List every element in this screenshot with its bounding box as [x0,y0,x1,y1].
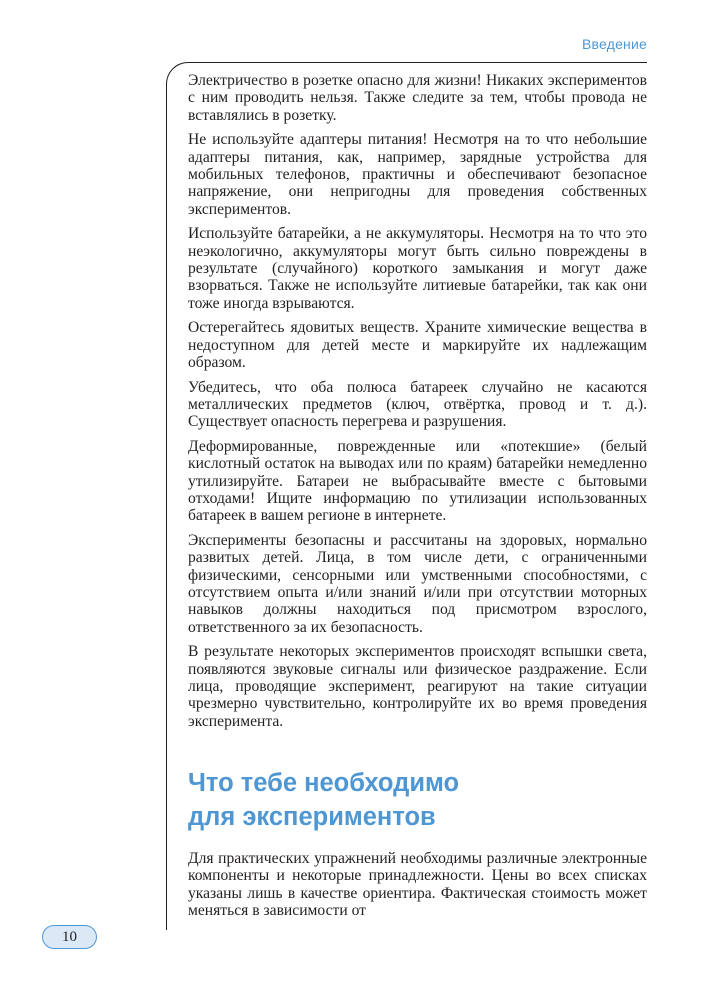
section-heading [188,766,647,834]
section-intro-paragraph: Для практических упражнений необходимы различные электронные компоненты и некоторые принадлежности. Цены во всех списках указаны лишь в качестве ориентира. Фактическая стоимость может меняться в зависимости от [188,850,647,920]
paragraph: Электричество в розетке опасно для жизни! Никаких экспериментов с ним проводить нельзя. Также следите за тем, чтобы провода не вставлялись в розетку. [188,72,647,124]
page-number-badge: 10 [42,925,97,949]
paragraph: Остерегайтесь ядовитых веществ. Храните химические вещества в недоступном для детей месте и маркируйте их надлежащим образом. [188,319,647,372]
paragraph: Эксперименты безопасны и рассчитаны на здоровых, нормально развитых детей. Лица, в том числе дети, с ограниченными физическими, сенсорными или умственными способностями, с отсутствием опыта и/или знаний и/или при отсутствии моторных навыков должны находиться под присмотром взрослого, ответственного за их безопасность. [188,531,647,636]
paragraph: В результате некоторых экспериментов происходят вспышки света, появляются звуковые сигналы или физическое раздражение. Если лица, проводящие эксперимент, реагируют на такие ситуации чрезмерно чувствительно, контролируйте их во время проведения эксперимента. [188,643,647,730]
paragraph: Используйте батарейки, а не аккумуляторы. Несмотря на то что это неэкологично, аккумуляторы могут быть сильно повреждены в результате (случайного) короткого замыкания и могут даже взорваться. Также не используйте литиевые батарейки, так как они тоже иногда взрываются. [188,225,647,312]
section-heading-line-2: для экспериментов [188,803,436,832]
main-content [188,72,647,857]
paragraph: Деформированные, поврежденные или «потекшие» (белый кислотный остаток на выводах или по краям) батарейки немедленно утилизируйте. Батареи не выбрасывайте вместе с бытовыми отходами! Ищите информацию по утилизации использованных батареек в вашем регионе в интернете. [188,437,647,525]
paragraph: Убедитесь, что оба полюса батареек случайно не касаются металлических предметов (ключ, отвёртка, провод и т. д.). Существует опасность перегрева и разрушения. [188,378,647,431]
section-intro-container [188,850,647,928]
frame-left-rule [166,62,188,930]
paragraph: Не используйте адаптеры питания! Несмотря на то что небольшие адаптеры питания, как, например, зарядные устройства для мобильных телефонов, практичны и обеспечивают безопасное напряжение, они непригодны для проведения собственных экспериментов. [188,131,647,218]
section-heading-line-1: Что тебе необходимо [188,769,460,798]
frame-top-rule [188,62,647,63]
running-head: Введение [582,36,647,52]
